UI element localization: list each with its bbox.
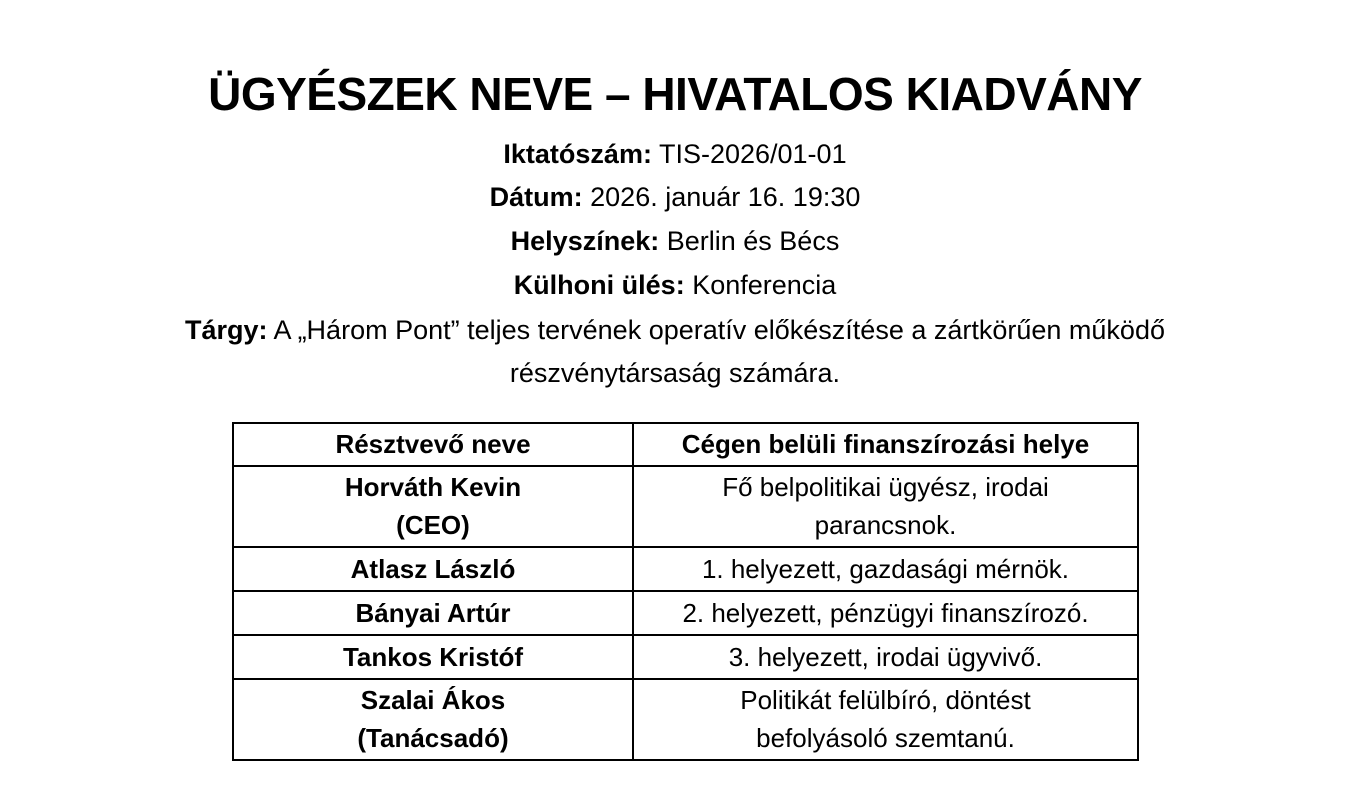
meta-label: Helyszínek:	[510, 226, 660, 256]
table-row	[233, 635, 1138, 679]
participant-name	[233, 547, 633, 591]
table-row	[233, 679, 1138, 760]
table-header-row	[233, 423, 1138, 466]
table-row	[233, 547, 1138, 591]
name-line: Horváth Kevin	[344, 472, 522, 502]
participant-name	[233, 679, 633, 760]
role-line: Fő belpolitikai ügyész, irodai	[722, 472, 1049, 502]
table-row	[233, 466, 1138, 547]
participant-role	[633, 635, 1138, 679]
meta-label: Külhoni ülés:	[513, 270, 685, 300]
role-line: 1. helyezett, gazdasági mérnök.	[701, 553, 1070, 584]
participant-name	[233, 591, 633, 635]
role-line: parancsnok.	[814, 510, 957, 540]
meta-foreign-session	[0, 265, 1350, 305]
role-line: 2. helyezett, pénzügyi finanszírozó.	[682, 597, 1089, 628]
name-line: Bányai Artúr	[355, 597, 511, 628]
participant-name	[233, 635, 633, 679]
name-line: Tankos Kristóf	[342, 641, 524, 672]
meta-label: Dátum:	[489, 182, 583, 212]
role-line: befolyásoló szemtanú.	[756, 723, 1015, 753]
name-line: Atlasz László	[350, 553, 516, 584]
meta-filing-number	[0, 134, 1350, 174]
participant-role	[633, 547, 1138, 591]
participant-role	[633, 591, 1138, 635]
meta-value: Konferencia	[692, 270, 837, 300]
subject-value: A „Három Pont” teljes tervének operatív előkészítése a zártkörűen működő részvénytársaság számára.	[273, 315, 1165, 388]
role-line: Politikát felülbíró, döntést	[740, 685, 1031, 715]
participants-table	[232, 422, 1139, 761]
meta-locations	[0, 221, 1350, 261]
meta-date	[0, 177, 1350, 217]
participant-role	[633, 466, 1138, 547]
meta-value: Berlin és Bécs	[666, 226, 840, 256]
meta-value: 2026. január 16. 19:30	[590, 182, 861, 212]
meta-label: Iktatószám:	[503, 139, 652, 169]
column-header-role: Cégen belüli finanszírozási helye	[633, 423, 1138, 466]
document-subject	[135, 309, 1215, 395]
subject-label: Tárgy:	[185, 315, 268, 345]
name-line: Szalai Ákos	[360, 685, 506, 715]
name-line: (CEO)	[396, 510, 470, 540]
name-line: (Tanácsadó)	[357, 723, 509, 753]
document-title: ÜGYÉSZEK NEVE – HIVATALOS KIADVÁNY	[208, 68, 1142, 120]
table-row	[233, 591, 1138, 635]
column-header-name: Résztvevő neve	[233, 423, 633, 466]
participant-role	[633, 679, 1138, 760]
role-line: 3. helyezett, irodai ügyvivő.	[728, 641, 1043, 672]
participant-name	[233, 466, 633, 547]
meta-value: TIS-2026/01-01	[658, 139, 847, 169]
